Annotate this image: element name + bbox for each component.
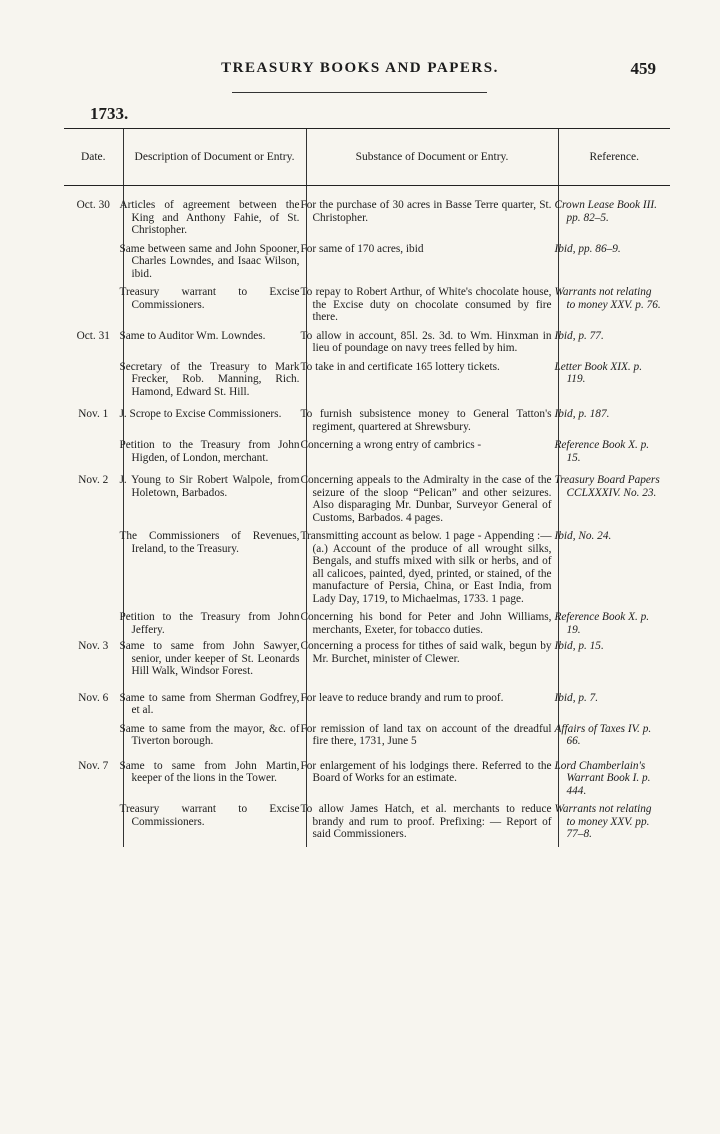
row-description: Articles of agreement between the King and Anthony Fahie, of St. Christopher. [123, 199, 306, 237]
row-substance: To repay to Robert Arthur, of White's chocolate house, the Excise duty on chocolate consumed by fire there. [306, 286, 558, 324]
row-date: Nov. 1 [78, 408, 109, 420]
row-gap [64, 841, 670, 847]
page-number: 459 [630, 59, 656, 78]
row-description: Petition to the Treasury from John Jeffery. [123, 611, 306, 636]
row-substance: For leave to reduce brandy and rum to proof. [306, 692, 558, 717]
row-description: Same to same from John Martin, keeper of the lions in the Tower. [123, 760, 306, 798]
row-reference: Reference Book X. p. 19. [558, 611, 670, 636]
row-date: Oct. 30 [76, 199, 110, 211]
table-spacer [64, 186, 670, 200]
row-substance: For enlargement of his lodgings there. Referred to the Board of Works for an estimate. [306, 760, 558, 798]
row-date [64, 723, 123, 748]
table-row [64, 330, 670, 355]
row-reference: Treasury Board Papers CCLXXXIV. No. 23. [558, 474, 670, 524]
table-row [64, 760, 670, 798]
row-substance: To take in and certificate 165 lottery tickets. [306, 361, 558, 399]
running-title: TREASURY BOOKS AND PAPERS. [221, 60, 499, 76]
row-reference: Letter Book XIX. p. 119. [558, 361, 670, 399]
table-row [64, 611, 670, 636]
column-header-substance: Substance of Document or Entry. [306, 129, 558, 186]
row-substance: For the purchase of 30 acres in Basse Terre quarter, St. Christopher. [306, 199, 558, 237]
row-description: J. Scrope to Excise Commissioners. [123, 408, 306, 433]
row-description: Same to same from the mayor, &c. of Tiverton borough. [123, 723, 306, 748]
row-date: Nov. 6 [78, 691, 109, 704]
row-substance: To allow James Hatch, et al. merchants to reduce brandy and rum to proof. Prefixing: — Report of said Commissioners. [306, 803, 558, 841]
row-gap [64, 464, 670, 474]
row-reference: Ibid, No. 24. [558, 530, 670, 605]
row-gap [64, 748, 670, 760]
row-date [64, 361, 123, 399]
row-date [64, 439, 123, 464]
row-substance: Transmitting account as below. 1 page - Appending :—(a.) Account of the produce of all wrought silks, Bengals, and stuffs mixed with silk or herbs, and of all calicoes, painted, dyed, printed, or stained, of the manufacture of Persia, China, or East India, from Lady Day, 1719, to Michaelmas, 1733. 1 page. [306, 530, 558, 605]
row-reference: Affairs of Taxes IV. p. 66. [558, 723, 670, 748]
row-substance: For same of 170 acres, ibid [306, 243, 558, 281]
row-date [64, 611, 123, 636]
header-rule [232, 92, 487, 93]
row-gap [64, 678, 670, 692]
row-date [64, 803, 123, 841]
table-row [64, 439, 670, 464]
treasury-table [64, 128, 670, 847]
row-description: Treasury warrant to Excise Commissioners. [123, 286, 306, 324]
table-row [64, 692, 670, 717]
table-row [64, 530, 670, 605]
column-header-date: Date. [64, 129, 123, 186]
row-reference: Reference Book X. p. 15. [558, 439, 670, 464]
row-reference: Warrants not relating to money XXV. p. 76. [558, 286, 670, 324]
row-reference: Ibid, pp. 86–9. [558, 243, 670, 281]
row-substance: Concerning a process for tithes of said walk, begun by Mr. Burchet, minister of Clewer. [306, 640, 558, 678]
row-date: Nov. 7 [78, 759, 109, 772]
row-substance: To allow in account, 85l. 2s. 3d. to Wm. Hinxman in lieu of poundage on navy trees felled by him. [306, 330, 558, 355]
row-date [64, 530, 123, 605]
row-reference: Ibid, p. 15. [558, 640, 670, 678]
row-substance: Concerning his bond for Peter and John Williams, merchants, Exeter, for tobacco duties. [306, 611, 558, 636]
row-reference: Ibid, p. 187. [558, 408, 670, 433]
table-row [64, 199, 670, 237]
column-header-reference: Reference. [558, 129, 670, 186]
year-heading: 1733. [90, 104, 129, 123]
row-description: Same between same and John Spooner, Charles Lowndes, and Isaac Wilson, ibid. [123, 243, 306, 281]
row-description: J. Young to Sir Robert Walpole, from Holetown, Barbados. [123, 474, 306, 524]
table-row [64, 723, 670, 748]
table-header-row [64, 129, 670, 186]
table-row [64, 361, 670, 399]
table-row [64, 474, 670, 524]
row-substance: For remission of land tax on account of the dreadful fire there, 1731, June 5 [306, 723, 558, 748]
row-date: Nov. 3 [78, 640, 109, 652]
row-description: Same to same from Sherman Godfrey, et al. [123, 692, 306, 717]
table-row [64, 803, 670, 841]
running-head [0, 60, 720, 82]
row-date: Nov. 2 [78, 474, 109, 486]
row-description: Same to same from John Sawyer, senior, under keeper of St. Leonards Hill Walk, Windsor Forest. [123, 640, 306, 678]
row-reference: Ibid, p. 77. [558, 330, 670, 355]
row-substance: To furnish subsistence money to General Tatton's regiment, quartered at Shrewsbury. [306, 408, 558, 433]
row-substance: Concerning appeals to the Admiralty in the case of the seizure of the sloop “Pelican” and other seizures. Also disparaging Mr. Dunbar, Surveyor General of Customs, Barbados. 4 pages. [306, 474, 558, 524]
row-description: Secretary of the Treasury to Mark Frecker, Rob. Manning, Rich. Hamond, Edward St. Hill. [123, 361, 306, 399]
row-description: Petition to the Treasury from John Higden, of London, merchant. [123, 439, 306, 464]
table-row [64, 286, 670, 324]
row-reference: Ibid, p. 7. [558, 692, 670, 717]
row-date [64, 286, 123, 324]
row-reference: Warrants not relating to money XXV. pp. 77–8. [558, 803, 670, 841]
row-date: Oct. 31 [76, 329, 110, 342]
row-description: Same to Auditor Wm. Lowndes. [123, 330, 306, 355]
row-description: Treasury warrant to Excise Commissioners. [123, 803, 306, 841]
row-description: The Commissioners of Revenues, Ireland, to the Treasury. [123, 530, 306, 605]
row-reference: Crown Lease Book III. pp. 82–5. [558, 199, 670, 237]
row-reference: Lord Chamberlain's Warrant Book I. p. 444. [558, 760, 670, 798]
table-row [64, 408, 670, 433]
table-row [64, 640, 670, 678]
table-row [64, 243, 670, 281]
row-date [64, 243, 123, 281]
row-substance: Concerning a wrong entry of cambrics - [306, 439, 558, 464]
column-header-description: Description of Document or Entry. [123, 129, 306, 186]
row-gap [64, 398, 670, 408]
